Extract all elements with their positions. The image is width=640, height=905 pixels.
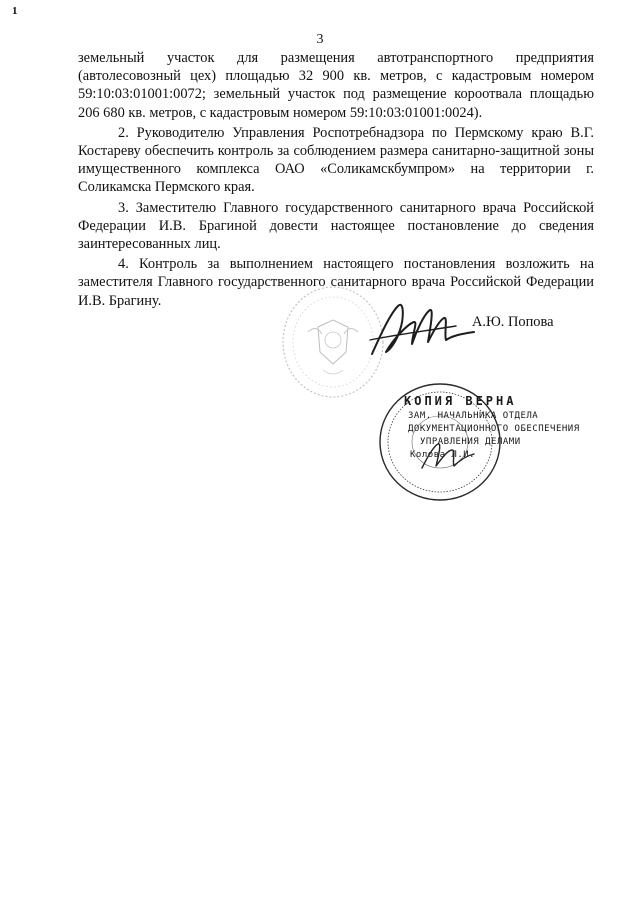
copy-stamp-title: КОПИЯ ВЕРНА [404,394,517,408]
signature-scribble [368,296,478,366]
stamp-signature-scribble [418,438,478,474]
page-number: 3 [316,32,324,47]
paragraph-2: 2. Руководителю Управления Роспотребнадзора по Пермскому краю В.Г. Костареву обеспечить контроль за соблюдением размера санитарно-защитной зоны имущественного комплекса ОАО «Соликамскбумпром» на территории г. Соликамска Пермского края. [78,124,594,196]
copy-stamp-line: ДОКУМЕНТАЦИОННОГО ОБЕСПЕЧЕНИЯ [408,424,580,434]
document-body [78,49,594,312]
signer-name: А.Ю. Попова [472,314,554,330]
copy-stamp-line: ЗАМ. НАЧАЛЬНИКА ОТДЕЛА [408,411,539,421]
paragraph-4: 4. Контроль за выполнением настоящего постановления возложить на заместителя Главного государственного санитарного врача Российской Федерации И.В. Брагину. [78,256,594,309]
corner-mark: 1 [12,5,18,17]
paragraph-continuation: земельный участок для размещения автотранспортного предприятия (автолесовозный цех) площадью 32 900 кв. метров, с кадастровым номером 59:10:03:01001:0072; земельный участок под размещение короотвала площадью 206 680 кв. метров, с кадастровым номером 59:10:03:01001:0024). [78,50,594,121]
paragraph-3: 3. Заместителю Главного государственного санитарного врача Российской Федерации И.В. Брагиной довести настоящее постановление до сведения заинтересованных лиц. [78,199,594,253]
copy-stamp-line: Колова Л.И. [410,450,476,460]
copy-stamp-line: УПРАВЛЕНИЯ ДЕЛАМИ [420,437,521,447]
